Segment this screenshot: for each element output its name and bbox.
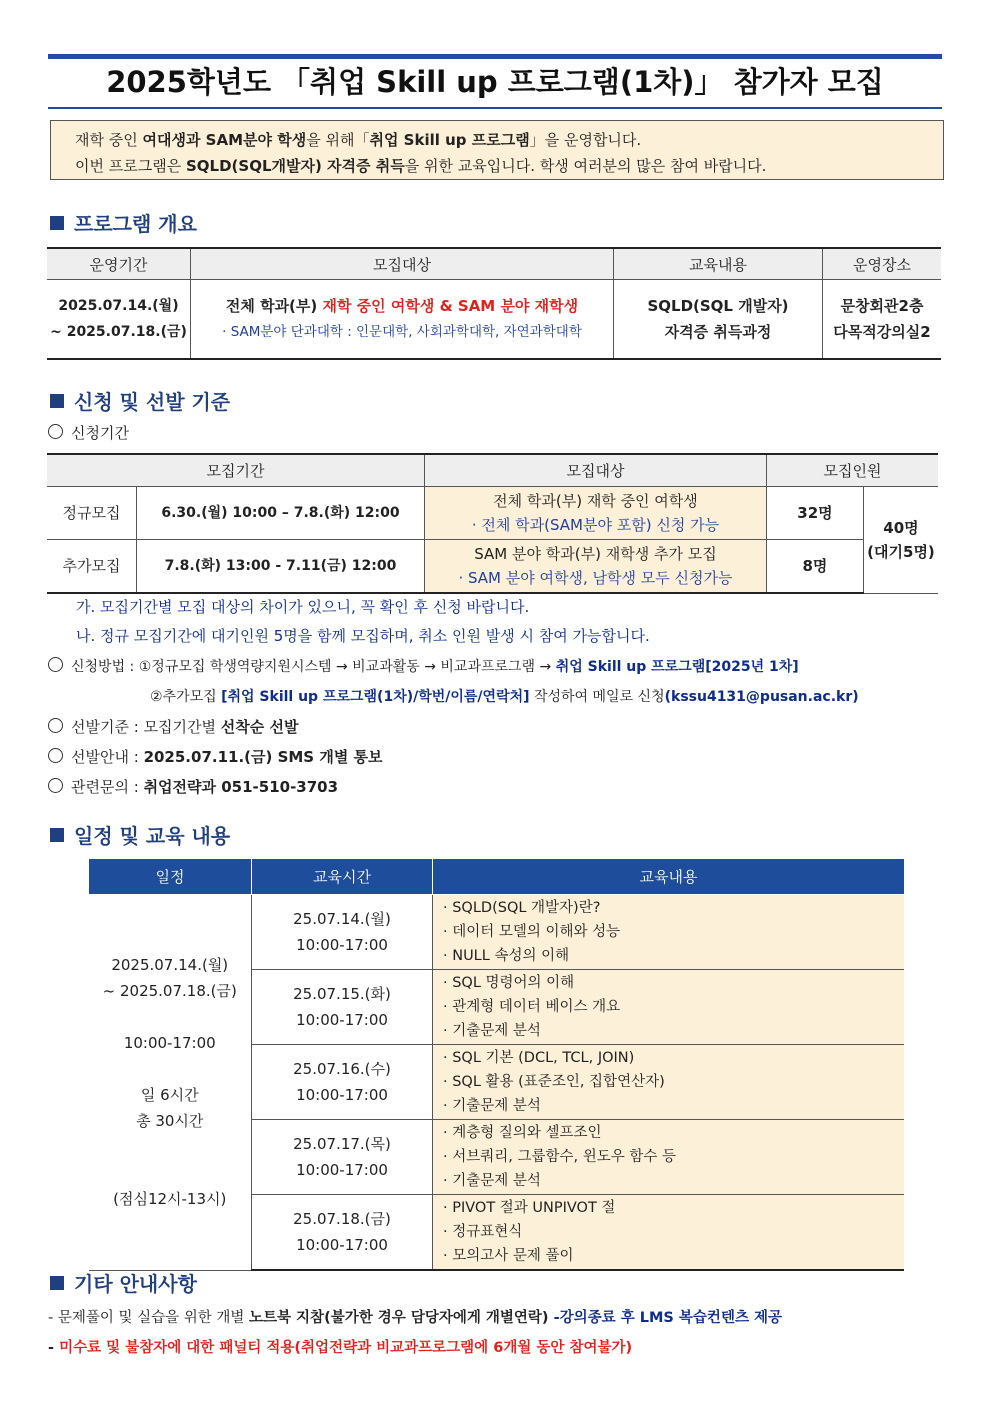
- section-heading-overview: 프로그램 개요: [50, 208, 197, 237]
- recruit-header: 모집대상: [424, 454, 766, 487]
- section-heading-apply: 신청 및 선발 기준: [50, 386, 230, 415]
- intro-line-1: 재학 중인 여대생과 SAM분야 학생을 위해「취업 Skill up 프로그램」을 운영합니다.: [75, 131, 642, 149]
- circle-bullet-icon: [48, 424, 63, 439]
- recruit-table: [47, 453, 938, 594]
- square-bullet-icon: [50, 216, 64, 230]
- square-bullet-icon: [50, 828, 64, 842]
- overview-place: 문창회관2층 다목적강의실2: [823, 280, 942, 360]
- intro-line-2: 이번 프로그램은 SQLD(SQL개발자) 자격증 취득을 위한 교육입니다. 학생 여러분의 많은 참여 바랍니다.: [75, 157, 767, 175]
- apply-method-1: 신청방법 : ①정규모집 학생역량지원시스템 → 비교과활동 → 비교과프로그램 → 취업 Skill up 프로그램[2025년 1차]: [48, 656, 799, 676]
- overview-content: SQLD(SQL 개발자) 자격증 취득과정: [614, 280, 823, 360]
- contact-info: 관련문의 : 취업전략과 051-510-3703: [48, 776, 338, 797]
- apply-method-2: ②추가모집 [취업 Skill up 프로그램(1차)/학번/이름/연락처] 작성하여 메일로 신청(kssu4131@pusan.ac.kr): [150, 689, 859, 705]
- overview-header: 운영장소: [823, 248, 942, 280]
- schedule-summary: 2025.07.14.(월) ~ 2025.07.18.(금) 10:00-17:00 일 6시간 총 30시간 (점심12시-13시): [89, 895, 252, 1271]
- intro-box: [50, 120, 944, 180]
- recruit-row: 추가모집 7.8.(화) 13:00 - 7.11(금) 12:00 SAM 분야 학과(부) 재학생 추가 모집 · SAM 분야 여학생, 남학생 모두 신청가능 8명: [47, 540, 938, 594]
- schedule-row: 25.07.18.(금) 10:00-17:00 · PIVOT 절과 UNPIVOT 절 · 정규표현식 · 모의고사 문제 풀이: [89, 1195, 905, 1271]
- circle-bullet-icon: [48, 718, 63, 733]
- section-heading-schedule: 일정 및 교육 내용: [50, 820, 230, 849]
- overview-target: 전체 학과(부) 재학 중인 여학생 & SAM 분야 재학생 · SAM분야 단과대학 : 인문대학, 사회과학대학, 자연과학대학: [191, 280, 614, 360]
- note-ga: 가. 모집기간별 모집 대상의 차이가 있으니, 꼭 확인 후 신청 바랍니다.: [76, 598, 530, 616]
- overview-header: 운영기간: [47, 248, 191, 280]
- selection-criteria: 선발기준 : 모집기간별 선착순 선발: [48, 716, 298, 737]
- selection-announcement: 선발안내 : 2025.07.11.(금) SMS 개별 통보: [48, 746, 383, 767]
- schedule-table: [88, 858, 904, 1271]
- overview-table: [47, 247, 941, 360]
- square-bullet-icon: [50, 1276, 64, 1290]
- recruit-header: 모집인원: [766, 454, 938, 487]
- schedule-row: 25.07.16.(수) 10:00-17:00 · SQL 기본 (DCL, TCL, JOIN) · SQL 활용 (표준조인, 집합연산자) · 기출문제 분석: [89, 1045, 905, 1120]
- etc-line-1: - 문제풀이 및 실습을 위한 개별 노트북 지참(불가한 경우 담당자에게 개별연락) -강의종료 후 LMS 복습컨텐츠 제공: [48, 1310, 783, 1326]
- circle-bullet-icon: [48, 657, 63, 672]
- recruit-header: 모집기간: [47, 454, 424, 487]
- overview-period: 2025.07.14.(월) ~ 2025.07.18.(금): [47, 280, 191, 360]
- schedule-row: 2025.07.14.(월) ~ 2025.07.18.(금) 10:00-17:00 일 6시간 총 30시간 (점심12시-13시) 25.07.14.(월) 10:00-17:00 · SQLD(SQL 개발자)란? · 데이터 모델의 이해와 성능 · NULL 속성의 이해: [89, 895, 905, 970]
- circle-bullet-icon: [48, 778, 63, 793]
- schedule-row: 25.07.15.(화) 10:00-17:00 · SQL 명령어의 이해 · 관계형 데이터 베이스 개요 · 기출문제 분석: [89, 970, 905, 1045]
- etc-line-2: - 미수료 및 불참자에 대한 패널티 적용(취업전략과 비교과프로그램에 6개월 동안 참여불가): [48, 1340, 633, 1356]
- section-heading-etc: 기타 안내사항: [50, 1268, 197, 1297]
- overview-header: 모집대상: [191, 248, 614, 280]
- schedule-header: 교육시간: [252, 859, 433, 895]
- schedule-header: 교육내용: [433, 859, 905, 895]
- square-bullet-icon: [50, 394, 64, 408]
- overview-header: 교육내용: [614, 248, 823, 280]
- page-title: 2025학년도 「취업 Skill up 프로그램(1차)」 참가자 모집: [48, 54, 942, 109]
- apply-period-label: 신청기간: [48, 422, 129, 443]
- schedule-row: 25.07.17.(목) 10:00-17:00 · 계층형 질의와 셀프조인 · 서브쿼리, 그룹함수, 윈도우 함수 등 · 기출문제 분석: [89, 1120, 905, 1195]
- circle-bullet-icon: [48, 748, 63, 763]
- note-na: 나. 정규 모집기간에 대기인원 5명을 함께 모집하며, 취소 인원 발생 시 참여 가능합니다.: [76, 627, 650, 645]
- schedule-header: 일정: [89, 859, 252, 895]
- recruit-total: 40명 (대기5명): [863, 487, 938, 594]
- recruit-row: 정규모집 6.30.(월) 10:00 – 7.8.(화) 12:00 전체 학과(부) 재학 중인 여학생 · 전체 학과(SAM분야 포함) 신청 가능 32명 40명 (대기5명): [47, 487, 938, 540]
